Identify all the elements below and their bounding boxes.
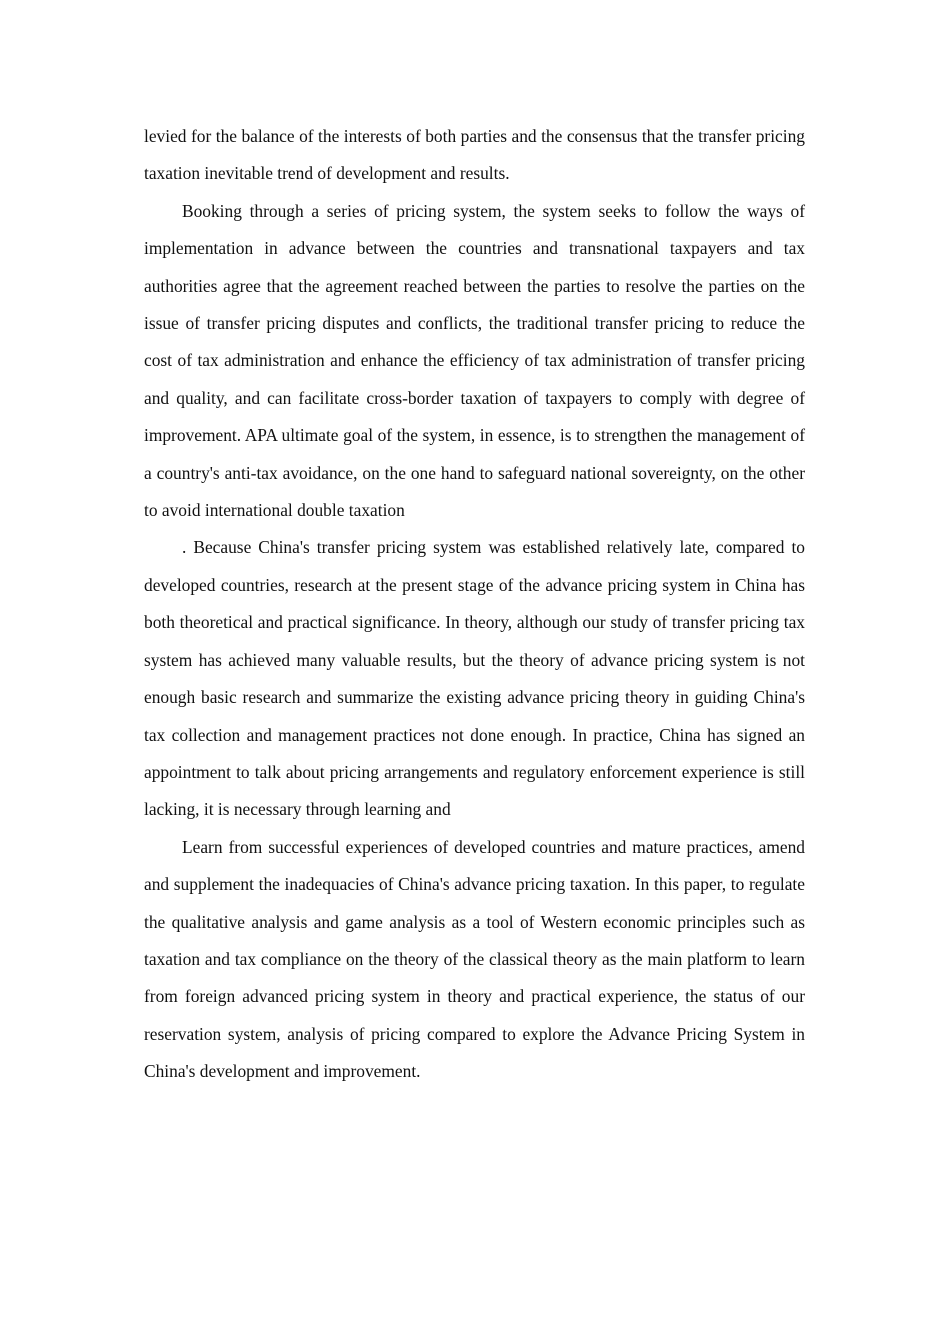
paragraph-learn-from-experiences: Learn from successful experiences of developed countries and mature practices, amend and supplement the inadequacies of China's advance pricing taxation. In this paper, to regulate the qualitative analysis and game analysis as a tool of Western economic principles such as taxation and tax compliance on the theory of the classical theory as the main platform to learn from foreign advanced pricing system in theory and practical experience, the status of our reservation system, analysis of pricing compared to explore the Advance Pricing System in China's development and improvement. (144, 836, 805, 1082)
paragraph-booking-system: Booking through a series of pricing system, the system seeks to follow the ways of implementation in advance between the countries and transnational taxpayers and tax authorities agree that the agreement reached between the parties to resolve the parties on the issue of transfer pricing disputes and conflicts, the traditional transfer pricing to reduce the cost of tax administration and enhance the efficiency of tax administration of transfer pricing and quality, and can facilitate cross-border taxation of taxpayers to comply with degree of improvement. APA ultimate goal of the system, in essence, is to strengthen the management of a country's anti-tax avoidance, on the one hand to safeguard national sovereignty, on the other to avoid international double taxation (144, 200, 805, 521)
paragraph-china-transfer-pricing: . Because China's transfer pricing system was established relatively late, compared to developed countries, research at the present stage of the advance pricing system in China has both theoretical and practical significance. In theory, although our study of transfer pricing tax system has achieved many valuable results, but the theory of advance pricing system is not enough basic research and summarize the existing advance pricing theory in guiding China's tax collection and management practices not done enough. In practice, China has signed an appointment to talk about pricing arrangements and regulatory enforcement experience is still lacking, it is necessary through learning and (144, 537, 805, 820)
document-page (144, 118, 805, 1091)
paragraph-continuation: levied for the balance of the interests of both parties and the consensus that the transfer pricing taxation inevitable trend of development and results. (144, 126, 805, 184)
